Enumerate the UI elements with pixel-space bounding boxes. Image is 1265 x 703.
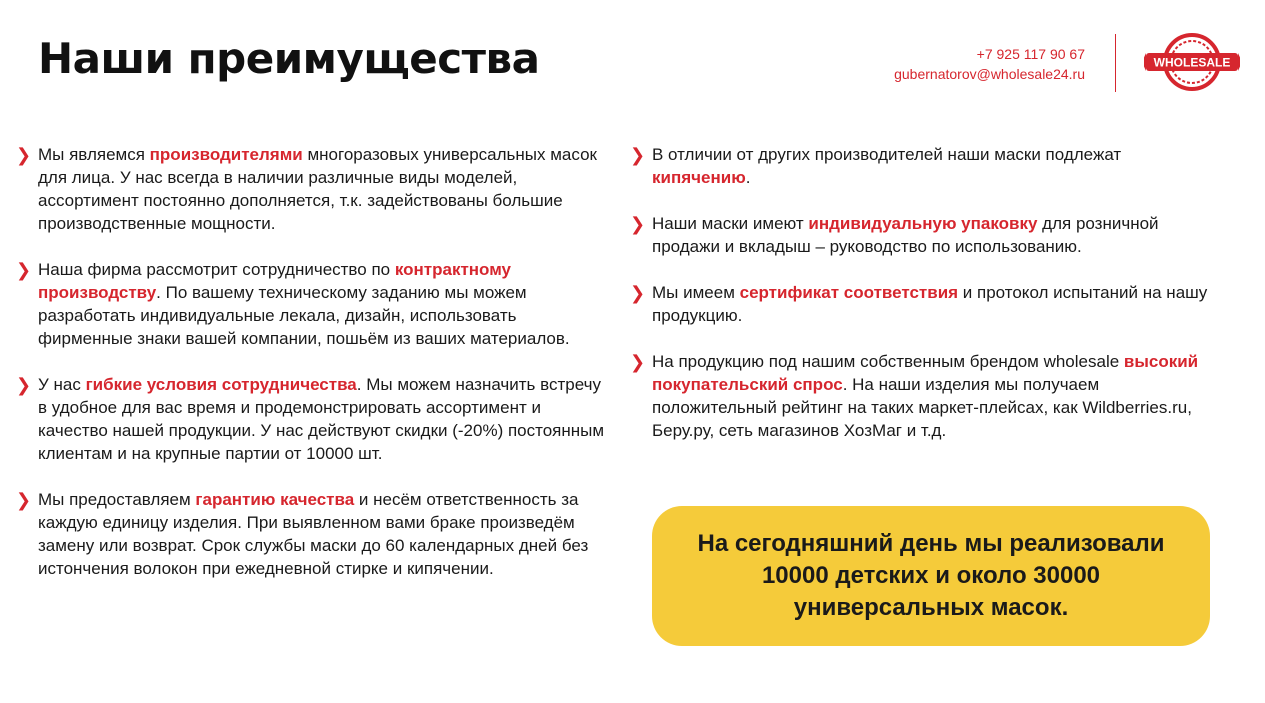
chevron-right-icon: ❯ <box>16 260 32 280</box>
item-text: Мы имеем <box>652 283 740 302</box>
item-text: и несём ответственность за каждую единицу изделия. При выявленном вами браке произведём замену или возврат. Срок службы маски до 60 календарных дней без истончения волокон при ежедневной стирке и кипячении. <box>38 490 589 578</box>
item-highlight: кипячению <box>652 168 746 187</box>
email-address[interactable]: gubernatorov@wholesale24.ru <box>894 66 1085 82</box>
item-text: Мы предоставляем <box>38 490 196 509</box>
svg-text:WHOLESALE: WHOLESALE <box>1153 55 1231 70</box>
advantages-left-column <box>16 143 606 603</box>
item-text: У нас <box>38 375 86 394</box>
item-text: . Мы можем назначить встречу в удобное для вас время и продемонстрировать ассортимент и качество нашей продукции. У нас действуют скидки (-20%) постоянным клиентам и на крупные партии от 10000 шт. <box>38 375 605 463</box>
phone-number[interactable]: +7 925 117 90 67 <box>976 46 1085 62</box>
item-text: для розничной продажи и вкладыш – руководство по использованию. <box>652 214 1159 256</box>
advantage-item-contract-production <box>16 258 606 350</box>
item-text: . <box>745 168 751 187</box>
sales-callout <box>652 506 1210 646</box>
advantage-item-demand <box>630 350 1220 442</box>
item-text: Наши маски имеют <box>652 214 809 233</box>
chevron-right-icon: ❯ <box>630 352 646 372</box>
item-text: и протокол испытаний на нашу продукцию. <box>652 283 1208 325</box>
item-highlight: индивидуальную упаковку <box>808 214 1038 233</box>
advantage-item-flexible-terms <box>16 373 606 465</box>
item-highlight: высокий покупательский спрос <box>652 352 1199 394</box>
contacts-block <box>894 44 1085 84</box>
item-text: . На наши изделия мы получаем положительный рейтинг на таких маркет-плейсах, как Wildberries.ru, Беру.ру, сеть магазинов ХозМаг и т.д. <box>652 375 1192 440</box>
chevron-right-icon: ❯ <box>630 283 646 303</box>
callout-text: На сегодняшний день мы реализовали 10000 детских и около 30000 универсальных масок. <box>697 530 1165 621</box>
wholesale-logo <box>1144 32 1240 92</box>
advantages-right-column <box>630 143 1220 465</box>
advantage-item-certificate <box>630 281 1220 327</box>
item-text: Мы являемся <box>38 145 150 164</box>
item-highlight: контрактному производству <box>38 260 512 302</box>
item-highlight: сертификат соответствия <box>739 283 959 302</box>
chevron-right-icon: ❯ <box>16 375 32 395</box>
item-highlight: гарантию качества <box>195 490 355 509</box>
item-text: В отличии от других производителей наши маски подлежат <box>652 145 1122 164</box>
chevron-right-icon: ❯ <box>16 490 32 510</box>
advantage-item-boiling <box>630 143 1220 189</box>
chevron-right-icon: ❯ <box>630 214 646 234</box>
advantage-item-packaging <box>630 212 1220 258</box>
chevron-right-icon: ❯ <box>630 145 646 165</box>
item-text: На продукцию под нашим собственным брендом wholesale <box>652 352 1124 371</box>
advantage-item-manufacturer <box>16 143 606 235</box>
header-divider <box>1115 34 1116 92</box>
item-text: . По вашему техническому заданию мы можем разработать индивидуальные лекала, дизайн, использовать фирменные знаки вашей компании, пошьём из ваших материалов. <box>38 283 570 348</box>
chevron-right-icon: ❯ <box>16 145 32 165</box>
item-highlight: гибкие условия сотрудничества <box>85 375 357 394</box>
item-text: многоразовых универсальных масок для лица. У нас всегда в наличии различные виды моделей, ассортимент постоянно дополняется, т.к. задействованы большие производственные мощности. <box>38 145 597 233</box>
page-title: Наши преимущества <box>38 34 540 83</box>
item-text: Наша фирма рассмотрит сотрудничество по <box>38 260 395 279</box>
item-highlight: производителями <box>149 145 303 164</box>
advantage-item-quality-guarantee <box>16 488 606 580</box>
